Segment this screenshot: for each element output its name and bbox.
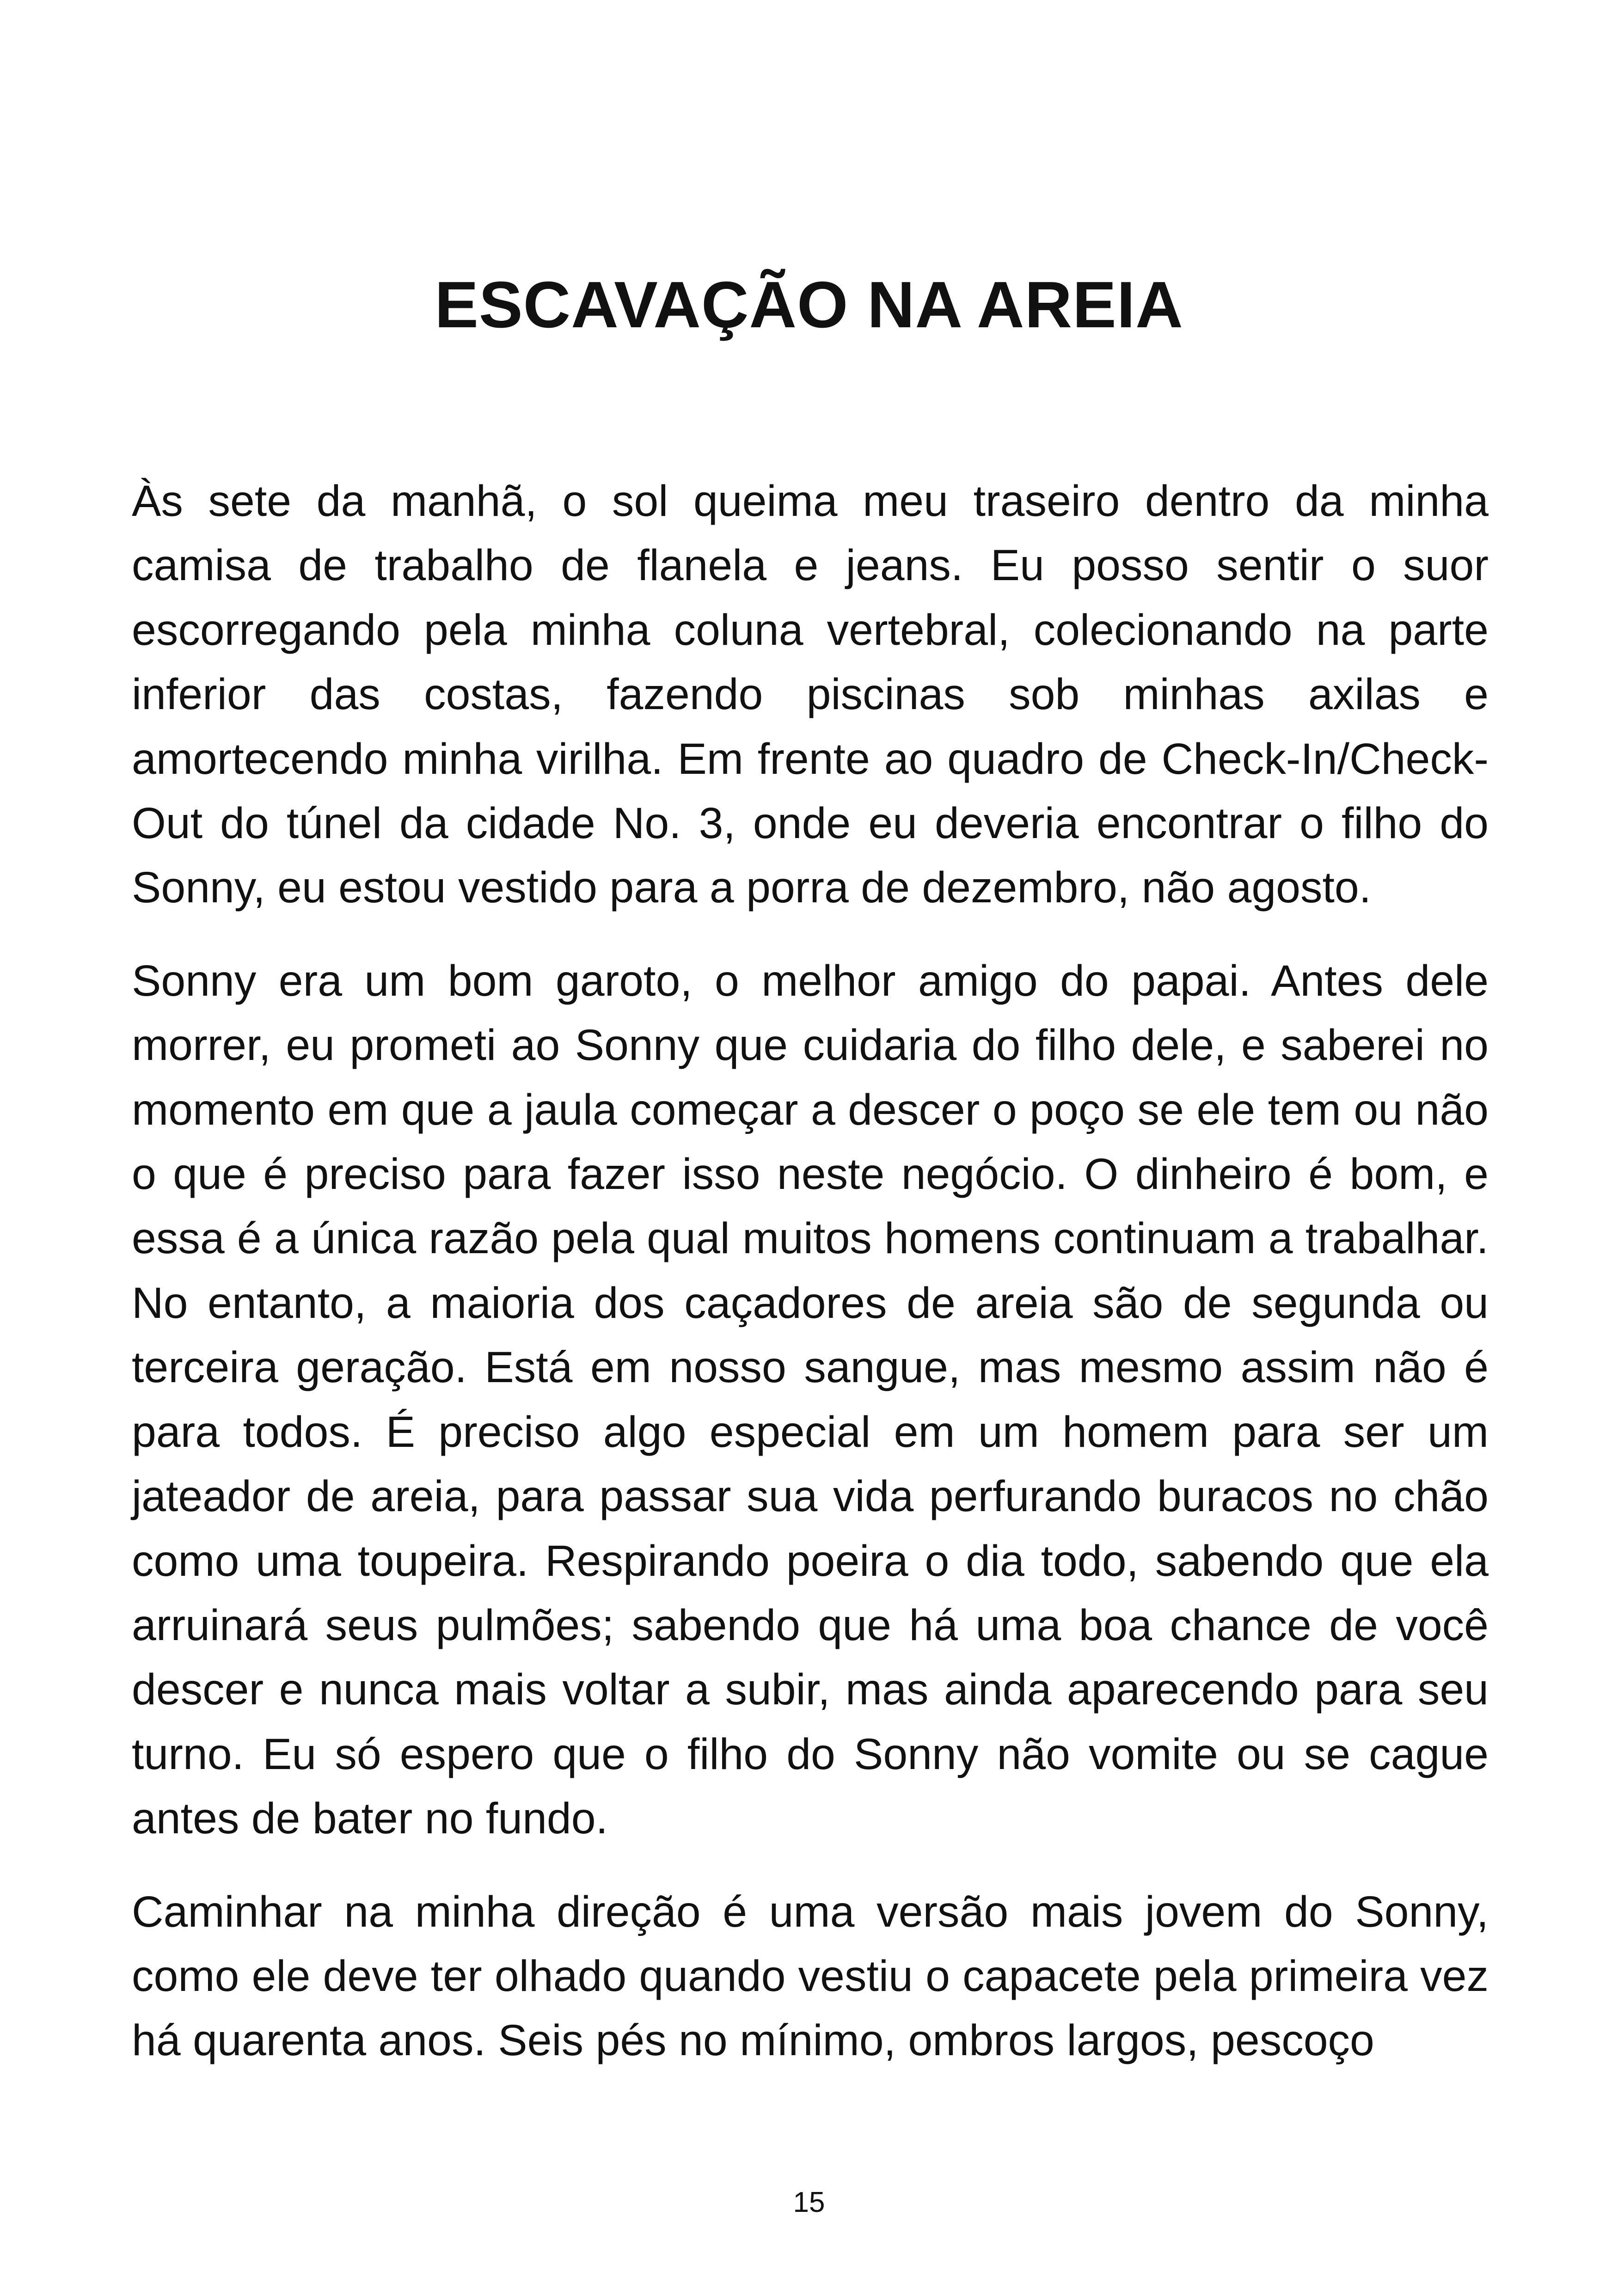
page-number: 15: [793, 2186, 825, 2218]
paragraph-3: Caminhar na minha direção é uma versão mais jovem do Sonny, como ele deve ter olhado quando vestiu o capacete pela primeira vez há quarenta anos. Seis pés no mínimo, ombros largos, pescoço: [132, 1887, 1489, 2065]
chapter-body: [132, 469, 1489, 2102]
paragraph-2: Sonny era um bom garoto, o melhor amigo do papai. Antes dele morrer, eu prometi ao Sonny que cuidaria do filho dele, e saberei no momento em que a jaula começar a descer o poço se ele tem ou não o que é preciso para fazer isso neste negócio. O dinheiro é bom, e essa é a única razão pela qual muitos homens continuam a trabalhar. No entanto, a maioria dos caçadores de areia são de segunda ou terceira geração. Está em nosso sangue, mas mesmo assim não é para todos. É preciso algo especial em um homem para ser um jateador de areia, para passar sua vida perfurando buracos no chão como uma toupeira. Respirando poeira o dia todo, sabendo que ela arruinará seus pulmões; sabendo que há uma boa chance de você descer e nunca mais voltar a subir, mas ainda aparecendo para seu turno. Eu só espero que o filho do Sonny não vomite ou se cague antes de bater no fundo.: [132, 956, 1489, 1843]
paragraph-1: Às sete da manhã, o sol queima meu traseiro dentro da minha camisa de trabalho de flanela e jeans. Eu posso sentir o suor escorregando pela minha coluna vertebral, colecionando na parte inferior das costas, fazendo piscinas sob minhas axilas e amortecendo minha virilha. Em frente ao quadro de Check-In/Check-Out do túnel da cidade No. 3, onde eu deveria encontrar o filho do Sonny, eu estou vestido para a porra de dezembro, não agosto.: [132, 477, 1489, 912]
chapter-title: ESCAVAÇÃO NA AREIA: [435, 268, 1183, 342]
